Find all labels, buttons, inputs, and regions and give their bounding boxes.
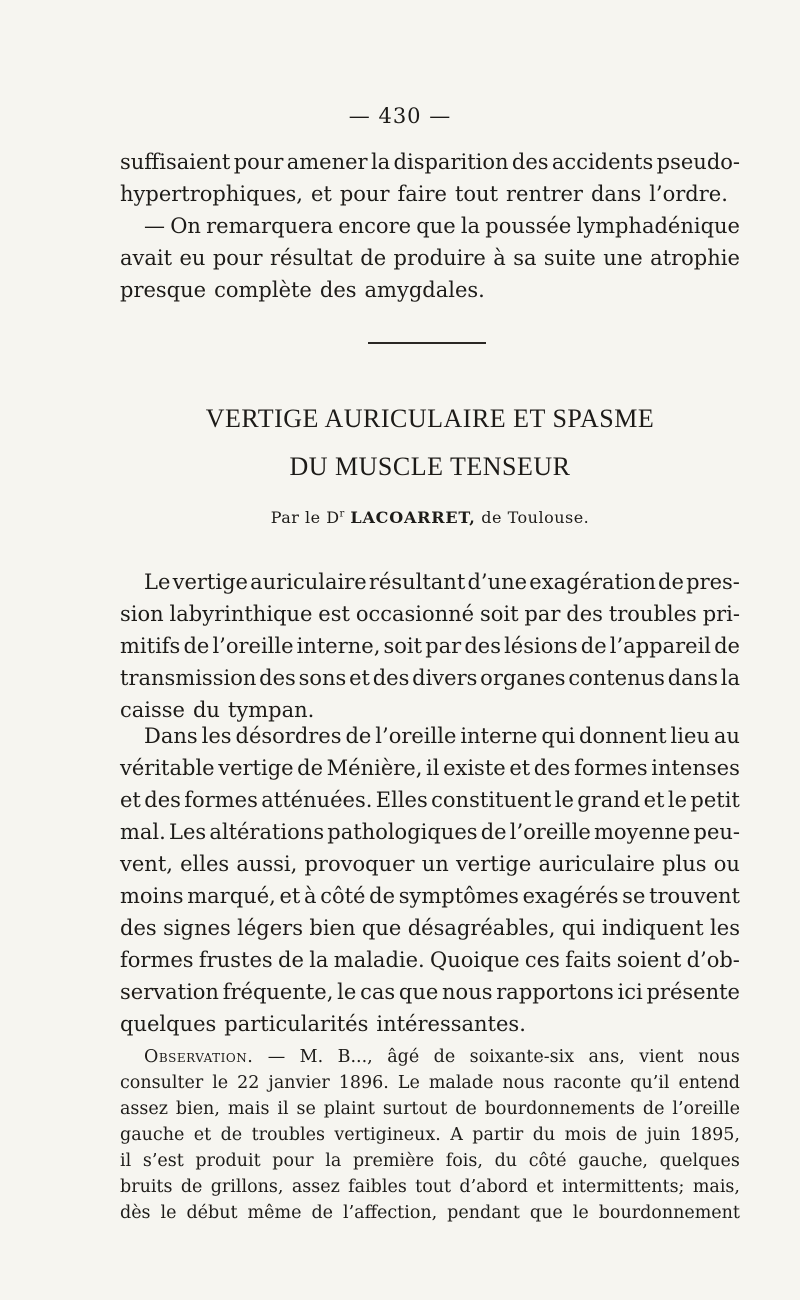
word: lieu (670, 724, 710, 748)
word: l’appareil (609, 634, 711, 658)
word: mais (227, 1099, 270, 1119)
word: une (603, 246, 643, 270)
word: quelques (659, 1151, 740, 1171)
word: et (193, 1125, 212, 1145)
word: vertige (218, 756, 294, 780)
word: du (192, 698, 220, 722)
observation (120, 1044, 740, 1226)
word: moins (120, 884, 184, 908)
word: Les (169, 820, 207, 844)
word: présente (646, 980, 740, 1004)
word: il (120, 1151, 132, 1171)
word: de (455, 1099, 477, 1119)
word: plaint (323, 1099, 375, 1119)
text-line (120, 752, 740, 784)
word: pri- (702, 602, 740, 626)
word: aussi, (236, 852, 298, 876)
word: de (480, 820, 507, 844)
word: gauche (120, 1125, 185, 1145)
word: — (144, 214, 165, 238)
word: formes (120, 948, 194, 972)
word: interne (460, 724, 538, 748)
word: pathologiques (327, 820, 478, 844)
word: d’ob- (686, 948, 740, 972)
word: provoquer (304, 852, 415, 876)
word: pour (272, 1151, 314, 1171)
word: l’oreille (672, 1099, 740, 1119)
section-divider (368, 342, 486, 344)
word: assez (291, 1177, 340, 1197)
text-line (120, 1122, 740, 1148)
word: pour (212, 246, 263, 270)
word: l’oreille (212, 634, 294, 658)
word: moyenne (594, 820, 691, 844)
word: remarquera (206, 214, 334, 238)
word: de (658, 570, 684, 594)
word: bourdonnement (598, 1203, 740, 1223)
word: côté (320, 884, 366, 908)
word: presque (120, 278, 207, 302)
word: frustes (198, 948, 273, 972)
word: intermittents; (562, 1177, 685, 1197)
word: la (720, 666, 740, 690)
word: ou (713, 852, 740, 876)
text-line (120, 1096, 740, 1122)
word: exagérés (522, 884, 619, 908)
word: poussée (485, 214, 572, 238)
word: s’est (142, 1151, 184, 1171)
word: première (352, 1151, 435, 1171)
author-name: LACOARRET, (350, 508, 476, 527)
word: qui (541, 724, 576, 748)
word: petit (690, 788, 740, 812)
word: l’oreille (509, 820, 591, 844)
article-title-line-1: VERTIGE AURICULAIRE ET SPASME (205, 404, 655, 433)
word: nous (442, 980, 493, 1004)
word: du (532, 1125, 556, 1145)
word: Le (144, 570, 171, 594)
word: — (267, 1047, 286, 1067)
word: 22 (237, 1073, 260, 1093)
word: et (643, 788, 665, 812)
word: divers (412, 666, 478, 690)
word: tout (454, 182, 499, 206)
word: altérations (209, 820, 325, 844)
word: peu- (693, 820, 740, 844)
word: dans (667, 666, 718, 690)
observation-label: Observation. (144, 1047, 254, 1067)
text-line (120, 1148, 740, 1174)
word: vertigineux. (334, 1125, 441, 1145)
word: transmission (120, 666, 257, 690)
text-line (120, 816, 740, 848)
word: qui (561, 916, 596, 940)
word: des (566, 602, 603, 626)
text-line (120, 242, 740, 274)
word: mitifs (120, 634, 181, 658)
text-line (120, 178, 740, 210)
word: côté (528, 1151, 567, 1171)
page-number: — 430 — (348, 104, 452, 128)
word: que (529, 1203, 563, 1223)
word: surtout (382, 1099, 448, 1119)
word: le (554, 788, 574, 812)
word: un (421, 852, 449, 876)
word: le (160, 1203, 177, 1223)
observation-first-line (120, 1044, 740, 1070)
word: M. (299, 1047, 324, 1067)
word: suffisaient (120, 150, 231, 174)
word: fréquente, (222, 980, 334, 1004)
word: faits (565, 948, 612, 972)
word: la (370, 150, 391, 174)
word: complète (214, 278, 312, 302)
word: ici (617, 980, 643, 1004)
word: eu (179, 246, 206, 270)
word: des (319, 278, 357, 302)
word: troubles (608, 602, 697, 626)
word: vertige (455, 852, 532, 876)
word: particularités (224, 1012, 369, 1036)
word: de (433, 1047, 456, 1067)
word: elles (180, 852, 230, 876)
text-line (120, 912, 740, 944)
word: janvier (268, 1073, 330, 1093)
word: dans (590, 182, 642, 206)
word: bourdonnements (484, 1099, 635, 1119)
word: entend (678, 1073, 740, 1093)
word: Elles (375, 788, 428, 812)
word: fois, (445, 1151, 483, 1171)
word: de (615, 1125, 638, 1145)
word: nous (502, 1073, 545, 1093)
word: du (494, 1151, 518, 1171)
word: vent, (120, 852, 173, 876)
word: les (201, 724, 232, 748)
word: véritable (120, 756, 215, 780)
text-line (120, 146, 740, 178)
word: des (511, 150, 549, 174)
word: tympan. (227, 698, 315, 722)
word: marqué, (187, 884, 276, 908)
word: sion (120, 602, 164, 626)
word: bien (309, 916, 356, 940)
word: des (120, 916, 157, 940)
text-line (120, 662, 740, 694)
word: avait (120, 246, 173, 270)
text-line (120, 1070, 740, 1096)
word: mal. (120, 820, 166, 844)
word: à (304, 884, 317, 908)
word: qu’il (630, 1073, 670, 1093)
word: formes (184, 788, 258, 812)
word: que (361, 916, 402, 940)
text-line (120, 566, 740, 598)
word: contenus (568, 666, 665, 690)
word: soixante-six (469, 1047, 575, 1067)
word: Le (397, 1073, 420, 1093)
word: la (309, 948, 329, 972)
word: à (493, 246, 506, 270)
word: existe (443, 756, 506, 780)
word: produit (195, 1151, 261, 1171)
word: des (259, 666, 296, 690)
word: il (426, 756, 440, 780)
word: de (180, 1177, 203, 1197)
word: les (710, 916, 740, 940)
word: malade (428, 1073, 494, 1093)
word: par (524, 602, 561, 626)
word: amener (286, 150, 368, 174)
word: la (460, 214, 481, 238)
word: et (120, 788, 141, 812)
word: pour (339, 182, 390, 206)
word: troubles (251, 1125, 325, 1145)
word: assez (120, 1099, 168, 1119)
word: et (310, 182, 332, 206)
word: des (533, 756, 571, 780)
word: amygdales. (364, 278, 485, 302)
text-line (120, 976, 740, 1008)
word: par (425, 634, 462, 658)
text-line (120, 598, 740, 630)
word: 1896. (338, 1073, 389, 1093)
word: il (277, 1099, 289, 1119)
word: tout (415, 1177, 452, 1197)
word: que (398, 980, 439, 1004)
word: pseudo- (656, 150, 740, 174)
word: l’ordre. (649, 182, 728, 206)
byline-suffix: de Toulouse. (481, 508, 590, 527)
word: le (572, 1203, 589, 1223)
word: le (337, 980, 357, 1004)
word: On (170, 214, 201, 238)
word: de (369, 884, 396, 908)
paragraph-2 (120, 720, 740, 1040)
text-line (120, 210, 740, 242)
word: Quoique (430, 948, 520, 972)
word: de (278, 948, 304, 972)
word: produire (393, 246, 486, 270)
word: auriculaire (250, 570, 367, 594)
text-line (120, 784, 740, 816)
word: ces (524, 948, 560, 972)
text-line (120, 944, 740, 976)
byline-sup: r (339, 508, 345, 520)
word: juin (646, 1125, 681, 1145)
word: A (450, 1125, 463, 1145)
word: légers (237, 916, 303, 940)
word: constituent (431, 788, 552, 812)
word: se (296, 1099, 316, 1119)
word: âgé (387, 1047, 420, 1067)
word: soient (616, 948, 682, 972)
paragraph-1 (120, 566, 740, 726)
word: intéressantes. (376, 1012, 526, 1036)
word: de (311, 1203, 333, 1223)
word: interne, (296, 634, 381, 658)
word: l’oreille (375, 724, 457, 748)
word: servation (120, 980, 219, 1004)
word: lymphadénique (576, 214, 740, 238)
text-line (120, 1200, 740, 1226)
article-title-line-2: DU MUSCLE TENSEUR (289, 452, 571, 481)
word: Ménière, (326, 756, 423, 780)
word: atténuées. (261, 788, 373, 812)
word: formes (574, 756, 648, 780)
text-line (120, 274, 740, 306)
word: d’abord (459, 1177, 528, 1197)
word: donnent (579, 724, 667, 748)
word: résultant (368, 570, 466, 594)
word: pendant (447, 1203, 520, 1223)
word: indiquent (601, 916, 704, 940)
word: atrophie (650, 246, 740, 270)
word: faire (397, 182, 447, 206)
word: d’une (467, 570, 528, 594)
word: rapportons (496, 980, 614, 1004)
word: désagréables, (407, 916, 556, 940)
word: gauche, (578, 1151, 648, 1171)
word: faibles (348, 1177, 407, 1197)
text-line (120, 880, 740, 912)
word: raconte (553, 1073, 622, 1093)
word: est (318, 602, 350, 626)
text-line (120, 720, 740, 752)
word: auriculaire (538, 852, 655, 876)
word: Dans (144, 724, 198, 748)
word: de (345, 724, 372, 748)
text-line (120, 1174, 740, 1200)
word: rentrer (506, 182, 583, 206)
word: mois (564, 1125, 607, 1145)
word: dès (120, 1203, 151, 1223)
word: des (144, 788, 181, 812)
word: caisse (120, 698, 185, 722)
word: de (642, 1099, 665, 1119)
word: occasionné (355, 602, 475, 626)
text-line (120, 1008, 740, 1040)
word: des (372, 666, 410, 690)
text-line (120, 848, 740, 880)
word: sa (513, 246, 537, 270)
word: résultat (269, 246, 353, 270)
byline (120, 508, 740, 527)
word: symptômes (398, 884, 519, 908)
word: partir (472, 1125, 524, 1145)
word: et (349, 666, 370, 690)
word: cas (360, 980, 396, 1004)
word: et (279, 884, 301, 908)
word: bruits (120, 1177, 173, 1197)
word: le (667, 788, 688, 812)
word: suite (543, 246, 596, 270)
word: maladie. (333, 948, 425, 972)
word: vient (639, 1047, 684, 1067)
word: pour (233, 150, 284, 174)
word: trouvent (649, 884, 740, 908)
word: de (220, 1125, 243, 1145)
word: de (360, 246, 387, 270)
word: de (183, 634, 210, 658)
word: bien, (175, 1099, 220, 1119)
byline-prefix: Par le D (270, 508, 340, 527)
word: désordres (235, 724, 342, 748)
word: grand (577, 788, 641, 812)
word: exagération (529, 570, 656, 594)
word: que (416, 214, 456, 238)
word: début (186, 1203, 238, 1223)
word: et (509, 756, 531, 780)
word: mais, (692, 1177, 740, 1197)
word: signes (163, 916, 231, 940)
word: se (622, 884, 646, 908)
word: nous (697, 1047, 740, 1067)
word: lésions (504, 634, 578, 658)
word: au (713, 724, 740, 748)
word: plus (662, 852, 707, 876)
word: même (247, 1203, 302, 1223)
word: et (536, 1177, 554, 1197)
word: de (580, 634, 607, 658)
word: organes (480, 666, 566, 690)
word: consulter (120, 1073, 204, 1093)
word: de (297, 756, 324, 780)
intro-text (120, 146, 740, 306)
word: 1895, (689, 1125, 740, 1145)
word: encore (338, 214, 412, 238)
text-line (120, 630, 740, 662)
word: pres- (686, 570, 740, 594)
word: accidents (551, 150, 654, 174)
word: ans, (588, 1047, 625, 1067)
word: soit (383, 634, 423, 658)
word: le (212, 1073, 229, 1093)
word: l’affection, (342, 1203, 438, 1223)
word: labyrinthique (169, 602, 313, 626)
word: de (714, 634, 740, 658)
word: B..., (337, 1047, 373, 1067)
word: disparition (393, 150, 509, 174)
word: la (325, 1151, 342, 1171)
word: des (464, 634, 501, 658)
word: hypertrophiques, (120, 182, 303, 206)
word: vertige (172, 570, 248, 594)
word: intenses (651, 756, 740, 780)
word: grillons, (210, 1177, 284, 1197)
word: sons (298, 666, 347, 690)
word: soit (479, 602, 519, 626)
word: quelques (120, 1012, 217, 1036)
